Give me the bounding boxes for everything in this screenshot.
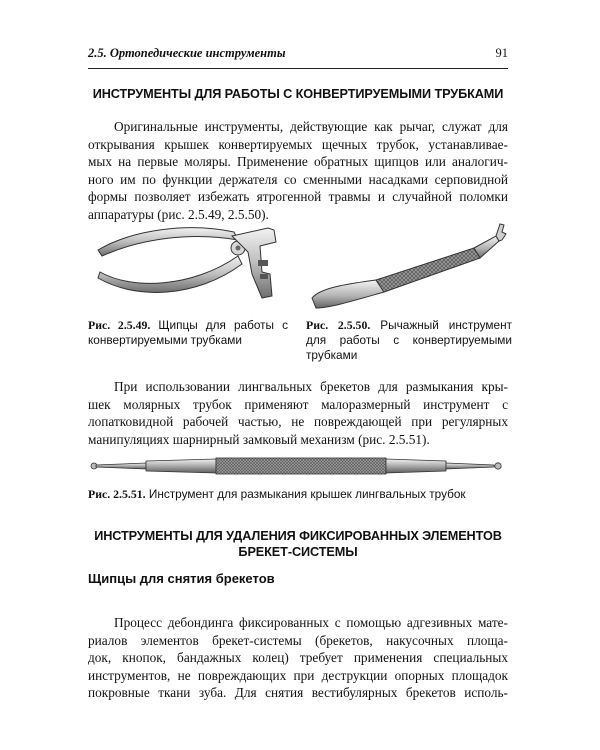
- section-heading-convertible-tubes: ИНСТРУМЕНТЫ ДЛЯ РАБОТЫ С КОНВЕРТИРУЕМЫМИ ТРУБКАМИ: [92, 87, 504, 101]
- text-line: ного им по функции держателя со сменными насадками серповидной: [88, 171, 508, 187]
- text-line: док, кнопок, бандажных колец) требует применения специальных: [88, 650, 508, 666]
- page-number: 91: [495, 46, 508, 60]
- figure-label: Рис. 2.5.51.: [88, 487, 146, 501]
- lever-instrument-icon: [306, 222, 512, 314]
- caption-text: трубками: [306, 348, 358, 362]
- double-ended-instrument-icon: [86, 454, 510, 480]
- text-line: формы позволяет избежать ятрогенной травмы и случайной поломки: [88, 189, 508, 205]
- orthodontic-pliers-icon: [92, 212, 296, 312]
- paragraph-lingual: [88, 378, 508, 448]
- caption-text: Инструмент для размыкания крышек лингвальных трубок: [148, 487, 466, 501]
- figure-label: Рис. 2.5.50.: [306, 318, 371, 332]
- running-header: [88, 46, 508, 61]
- figure-label: Рис. 2.5.49.: [88, 318, 151, 332]
- text-line: Процесс дебондинга фиксированных с помощью адгезивных мате-: [114, 615, 508, 630]
- section-heading-removal: ИНСТРУМЕНТЫ ДЛЯ УДАЛЕНИЯ ФИКСИРОВАННЫХ ЭЛЕМЕНТОВ БРЕКЕТ-СИСТЕМЫ: [94, 529, 502, 559]
- paragraph-debonding: [88, 614, 508, 702]
- text-line: покровные ткани зуба. Для снятия вестибулярных брекетов исполь-: [88, 685, 508, 701]
- text-line: Оригинальные инструменты, действующие как рычаг, служат для: [114, 119, 508, 134]
- text-line: шек молярных трубок применяют малоразмерный инструмент с: [88, 396, 508, 412]
- figure-caption-2-5-51: [88, 487, 508, 502]
- header-rule: [88, 68, 508, 69]
- subheading-bracket-pliers: Щипцы для снятия брекетов: [88, 571, 275, 586]
- text-line: мых на первые моляры. Применение обратных щипцов или аналогич-: [88, 154, 508, 170]
- figure-caption-2-5-49: [88, 318, 288, 348]
- caption-text: конвертируемыми трубками: [88, 333, 242, 347]
- text-line: При использовании лингвальных брекетов для размыкания кры-: [114, 379, 508, 394]
- caption-text: Рычажный инструмент: [380, 318, 513, 332]
- figure-caption-2-5-50: [306, 318, 512, 363]
- paragraph-intro: [88, 118, 508, 224]
- text-line: инструментов, не повреждающих при деструкции опорных площадок: [88, 667, 508, 683]
- caption-text: для работы с конвертируемыми: [306, 333, 512, 347]
- caption-text: Щипцы для работы с: [158, 318, 288, 332]
- text-line: аппаратуры (рис. 2.5.49, 2.5.50).: [88, 206, 269, 222]
- text-line: риалов элементов брекет-системы (брекетов, накусочных площа-: [88, 632, 508, 648]
- text-line: лопатковидной рабочей частью, не повреждающей при регулярных: [88, 414, 508, 430]
- text-line: манипуляциях шарнирный замковый механизм (рис. 2.5.51).: [88, 431, 430, 447]
- section-title: 2.5. Ортопедические инструменты: [88, 46, 286, 60]
- text-line: открывания крышек конвертируемых щечных трубок, устанавливае-: [88, 136, 508, 152]
